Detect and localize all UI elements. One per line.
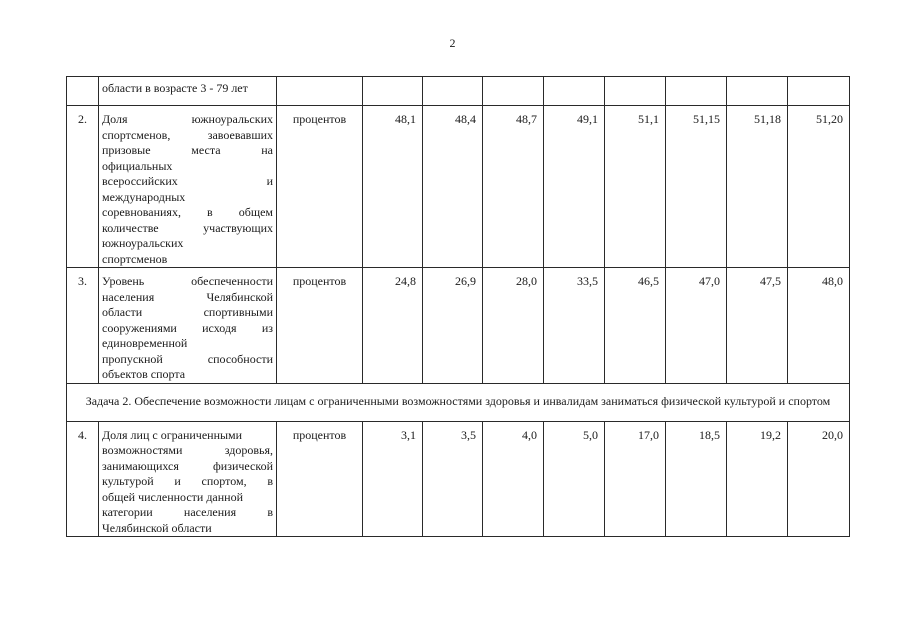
indicator-name-word: и	[266, 174, 273, 188]
table-row	[67, 268, 850, 384]
indicator-name-word: занимающихся	[102, 458, 179, 473]
indicator-name-word: международных	[102, 189, 186, 204]
indicator-name-cell	[99, 77, 277, 106]
indicator-name-line	[102, 505, 273, 521]
indicator-name-word: пропускной	[102, 351, 163, 366]
indicator-name-word: сооружениями	[102, 320, 177, 335]
indicator-name-word: способности	[207, 351, 273, 366]
indicator-name-word: исходя	[202, 320, 237, 335]
indicator-name-word: всероссийских	[102, 174, 178, 188]
indicator-name-word: спортсменов	[102, 251, 168, 266]
indicator-name-word: места	[191, 143, 221, 157]
indicator-name-word: единовременной	[102, 336, 188, 350]
value-cell: 47,5	[727, 268, 788, 384]
indicator-name-line	[102, 352, 273, 368]
indicator-name-word: Доля	[102, 112, 128, 126]
value-cell: 17,0	[605, 421, 666, 537]
indicator-name-line	[102, 428, 273, 444]
indicator-name-word: спортивными	[203, 305, 273, 319]
row-number: 2.	[67, 106, 99, 268]
indicator-name-word: призовые	[102, 143, 151, 157]
value-cell: 28,0	[483, 268, 544, 384]
value-cell: 5,0	[544, 421, 605, 537]
value-cell	[788, 77, 850, 106]
indicator-name-word: возможностями	[102, 443, 183, 457]
value-cell: 51,1	[605, 106, 666, 268]
indicator-name-line	[102, 521, 273, 537]
indicator-name-word: соревнованиях,	[102, 205, 181, 219]
value-cell	[666, 77, 727, 106]
indicator-name-word: количестве	[102, 220, 159, 235]
page-number: 2	[449, 36, 456, 50]
indicator-name-word: в	[267, 505, 273, 519]
value-cell	[544, 77, 605, 106]
indicator-name-word: завоевавших	[207, 127, 273, 142]
value-cell: 20,0	[788, 421, 850, 537]
indicator-name-cell	[99, 268, 277, 384]
value-cell: 3,1	[363, 421, 423, 537]
indicator-name-line	[102, 321, 273, 337]
indicator-name-line	[102, 190, 273, 206]
indicator-name-word: Доля лиц с ограниченными	[102, 427, 243, 442]
indicator-name-line	[102, 443, 273, 459]
indicator-name-word: на	[261, 143, 273, 157]
indicator-name-word: области	[102, 305, 143, 319]
indicator-name-line	[102, 459, 273, 475]
indicator-name-line	[102, 336, 273, 352]
indicator-name-word: Челябинской	[206, 289, 273, 304]
indicator-name-line	[102, 112, 273, 128]
indicator-name-line	[102, 490, 273, 506]
section-row	[67, 383, 850, 421]
indicator-name-line	[102, 305, 273, 321]
indicator-name-word: населения	[183, 505, 237, 519]
indicator-name-word: из	[261, 320, 273, 335]
value-cell: 49,1	[544, 106, 605, 268]
value-cell: 47,0	[666, 268, 727, 384]
value-cell: 48,1	[363, 106, 423, 268]
indicator-name-word: Челябинской области	[102, 520, 212, 535]
indicator-name-line	[102, 159, 273, 175]
indicator-name: области в возрасте 3 - 79 лет	[102, 81, 248, 95]
indicator-name-line	[102, 221, 273, 237]
indicator-name-line	[102, 252, 273, 268]
indicator-name-line	[102, 128, 273, 144]
indicator-name-word: Уровень	[102, 274, 145, 288]
indicator-name-line	[102, 143, 273, 159]
indicator-name-word: культурой	[102, 474, 154, 488]
unit-cell: процентов	[277, 106, 363, 268]
indicator-name-line	[102, 274, 273, 290]
indicator-name-word: физической	[213, 458, 273, 473]
indicator-name-word: официальных	[102, 158, 173, 173]
unit-cell	[277, 77, 363, 106]
value-cell: 48,0	[788, 268, 850, 384]
value-cell	[363, 77, 423, 106]
table-row-continuation	[67, 77, 850, 106]
value-cell	[605, 77, 666, 106]
indicator-name-word: населения	[102, 289, 155, 304]
indicator-name-word: и	[174, 474, 181, 488]
table-row	[67, 421, 850, 537]
indicator-name-cell	[99, 106, 277, 268]
value-cell: 48,4	[423, 106, 483, 268]
indicator-name-line	[102, 205, 273, 221]
table-body	[67, 77, 850, 537]
indicator-name-word: в	[207, 205, 213, 219]
row-number: 3.	[67, 268, 99, 384]
value-cell	[423, 77, 483, 106]
indicator-name-cell	[99, 421, 277, 537]
value-cell: 46,5	[605, 268, 666, 384]
indicator-name-word: объектов спорта	[102, 367, 186, 381]
value-cell: 51,18	[727, 106, 788, 268]
value-cell: 4,0	[483, 421, 544, 537]
indicator-name-word: общем	[238, 205, 273, 219]
indicator-name-line	[102, 236, 273, 252]
indicator-name-word: в	[267, 474, 273, 488]
indicator-name-word: здоровья,	[224, 443, 273, 457]
value-cell: 51,15	[666, 106, 727, 268]
indicators-table	[66, 76, 850, 537]
value-cell: 51,20	[788, 106, 850, 268]
indicator-name-line	[102, 174, 273, 190]
indicator-name-line	[102, 474, 273, 490]
value-cell: 33,5	[544, 268, 605, 384]
table-row	[67, 106, 850, 268]
value-cell: 3,5	[423, 421, 483, 537]
indicator-name-line	[102, 290, 273, 306]
indicator-name-word: общей численности данной	[102, 489, 244, 504]
unit-cell: процентов	[277, 268, 363, 384]
value-cell: 26,9	[423, 268, 483, 384]
section-title: Задача 2. Обеспечение возможности лицам с ограниченными возможностями здоровья и инвалидам заниматься физической культурой и спортом	[67, 383, 850, 421]
indicator-name-line	[102, 367, 273, 383]
value-cell: 19,2	[727, 421, 788, 537]
indicator-name-word: участвующих	[203, 220, 273, 235]
indicator-name-word: спортсменов,	[102, 127, 171, 142]
indicator-name-word: категории	[102, 505, 153, 519]
value-cell: 48,7	[483, 106, 544, 268]
value-cell: 24,8	[363, 268, 423, 384]
value-cell	[483, 77, 544, 106]
indicator-name-word: обеспеченности	[191, 274, 273, 288]
num-cell	[67, 77, 99, 106]
indicator-name-word: южноуральских	[102, 236, 184, 250]
unit-cell: процентов	[277, 421, 363, 537]
indicator-name-word: спортом,	[201, 474, 247, 488]
value-cell	[727, 77, 788, 106]
row-number: 4.	[67, 421, 99, 537]
value-cell: 18,5	[666, 421, 727, 537]
indicator-name-word: южноуральских	[191, 112, 273, 126]
